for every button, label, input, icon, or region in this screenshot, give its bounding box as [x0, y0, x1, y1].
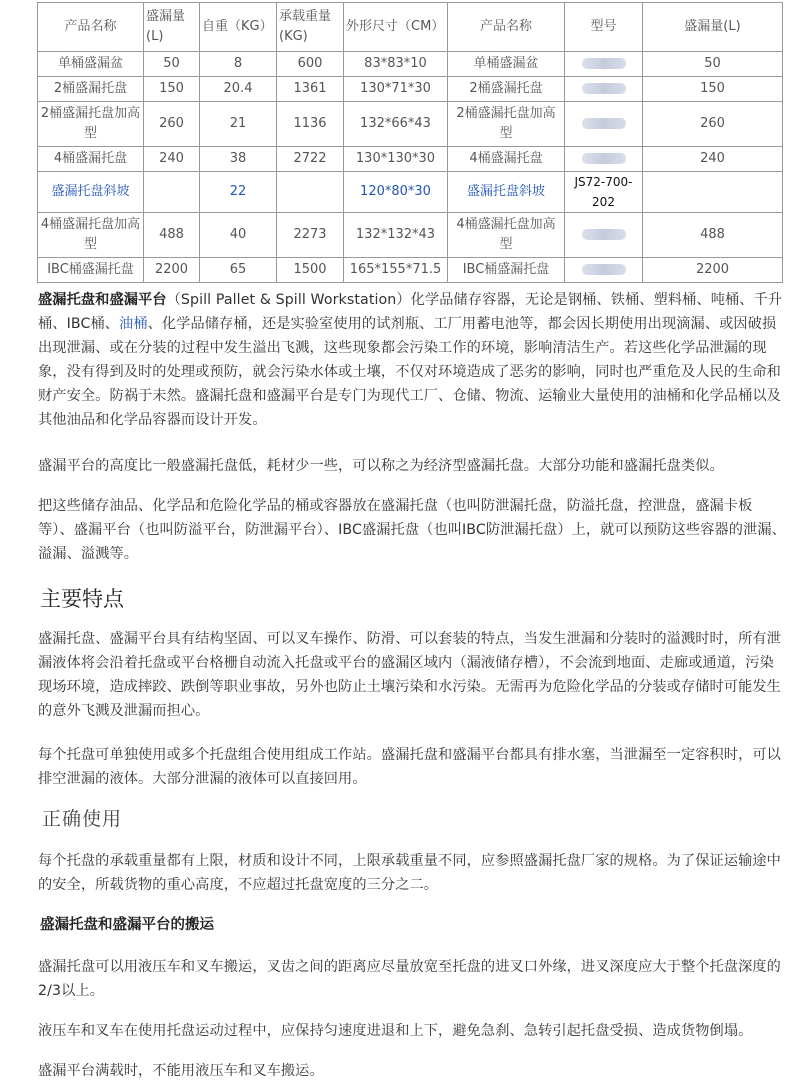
cell-weight: 40 — [200, 213, 277, 258]
cell-capacity2: 50 — [643, 52, 783, 77]
table-row — [38, 52, 783, 77]
cell-name2: 4桶盛漏托盘 — [448, 147, 565, 172]
transport-paragraph-3: 盛漏平台满载时，不能用液压车和叉车搬运。 — [38, 1063, 324, 1079]
cell-name: IBC桶盛漏托盘 — [38, 258, 144, 283]
table-row — [38, 172, 783, 213]
transport-paragraph-1: 盛漏托盘可以用液压车和叉车搬运，叉齿之间的距离应尽量放宽至托盘的进叉口外缘，进叉深度应大于整个托盘深度的2/3以上。 — [38, 959, 781, 999]
cell-name2: 4桶盛漏托盘加高型 — [448, 213, 565, 258]
cell-size: 130*130*30 — [344, 147, 448, 172]
cell-capacity: 2200 — [144, 258, 200, 283]
cell-capacity2 — [643, 172, 783, 213]
cell-capacity2: 260 — [643, 102, 783, 147]
cell-load: 1136 — [277, 102, 344, 147]
cell-weight: 20.4 — [200, 77, 277, 102]
cell-capacity: 260 — [144, 102, 200, 147]
header-cell: 产品名称 — [38, 3, 144, 52]
cell-model — [565, 147, 643, 172]
cell-size: 132*132*43 — [344, 213, 448, 258]
cell-model — [565, 213, 643, 258]
cell-size: 130*71*30 — [344, 77, 448, 102]
cell-weight: 38 — [200, 147, 277, 172]
cell-capacity2: 2200 — [643, 258, 783, 283]
table-row — [38, 147, 783, 172]
intro-paragraph — [38, 288, 788, 432]
header-cell: 盛漏量(L) — [144, 3, 200, 52]
table-row — [38, 213, 783, 258]
cell-capacity: 150 — [144, 77, 200, 102]
intro-bold-lead: 盛漏托盘和盛漏平台 — [38, 292, 167, 308]
cell-weight: 22 — [200, 172, 277, 213]
intro-text-a: （Spill Pallet & Spill Workstation）化学品储存容器，无论是钢桶、铁桶、塑料桶、吨桶、千升桶、IBC桶、 — [38, 292, 783, 332]
cell-model — [565, 52, 643, 77]
cell-size: 83*83*10 — [344, 52, 448, 77]
table-row — [38, 258, 783, 283]
cell-size: 132*66*43 — [344, 102, 448, 147]
cell-weight: 21 — [200, 102, 277, 147]
redacted-model — [582, 83, 626, 94]
storage-paragraph: 把这些储存油品、化学品和危险化学品的桶或容器放在盛漏托盘（也叫防泄漏托盘，防溢托盘，控泄盘，盛漏卡板等）、盛漏平台（也叫防溢平台，防泄漏平台）、IBC盛漏托盘（也叫IBC防泄漏托盘）上，就可以预防这些容器的泄漏、溢漏、溢溅等。 — [38, 498, 786, 562]
header-cell: 外形尺寸（CM） — [344, 3, 448, 52]
table-row — [38, 77, 783, 102]
intro-text-b: 、化学品储存桶，还是实验室使用的试剂瓶、工厂用蓄电池等，都会因长期使用出现滴漏、或因破损出现泄漏、或在分装的过程中发生溢出飞溅，这些现象都会污染工作的环境，影响清洁生产。若这些化学品泄漏的现象，没有得到及时的处理或预防，就会污染水体或土壤，不仅对环境造成了恶劣的影响，同时也严重危及人民的生命和财产安全。防祸于未然。盛漏托盘和盛漏平台是专门为现代工厂、仓储、物流、运输业大量使用的油桶和化学品桶以及其他油品和化学品容器而设计开发。 — [38, 316, 781, 428]
table-header-row — [38, 3, 783, 52]
transport-paragraph-2: 液压车和叉车在使用托盘运动过程中，应保持匀速度进退和上下，避免急刹、急转引起托盘受损、造成货物倒塌。 — [38, 1023, 753, 1039]
cell-name2: 单桶盛漏盆 — [448, 52, 565, 77]
header-cell: 盛漏量(L) — [643, 3, 783, 52]
cell-name2: 2桶盛漏托盘加高型 — [448, 102, 565, 147]
cell-load — [277, 172, 344, 213]
cell-load: 2273 — [277, 213, 344, 258]
cell-model — [565, 258, 643, 283]
cell-capacity — [144, 172, 200, 213]
header-cell: 承载重量(KG) — [277, 3, 344, 52]
cell-capacity2: 240 — [643, 147, 783, 172]
cell-capacity: 488 — [144, 213, 200, 258]
cell-name: 4桶盛漏托盘 — [38, 147, 144, 172]
cell-capacity: 50 — [144, 52, 200, 77]
header-cell: 产品名称 — [448, 3, 565, 52]
usage-heading: 正确使用 — [42, 808, 123, 830]
cell-name: 2桶盛漏托盘 — [38, 77, 144, 102]
cell-load: 2722 — [277, 147, 344, 172]
features-paragraph-1: 盛漏托盘、盛漏平台具有结构坚固、可以叉车操作、防滑、可以套装的特点，当发生泄漏和分装时的溢溅时时，所有泄漏液体将会沿着托盘或平台格栅自动流入托盘或平台的盛漏区域内（漏液储存槽），不会流到地面、走廊或通道，污染现场环境，造成摔跤、跌倒等职业事故，另外也防止土壤污染和水污染。无需再为危险化学品的分装或存储时可能发生的意外飞溅及泄漏而担心。 — [38, 631, 781, 719]
cell-name-link[interactable]: 盛漏托盘斜坡 — [38, 172, 144, 213]
cell-name: 2桶盛漏托盘加高型 — [38, 102, 144, 147]
usage-paragraph: 每个托盘的承载重量都有上限，材质和设计不同，上限承载重量不同，应参照盛漏托盘厂家的规格。为了保证运输途中的安全，所载货物的重心高度，不应超过托盘宽度的三分之二。 — [38, 853, 781, 893]
cell-capacity2: 488 — [643, 213, 783, 258]
redacted-model — [582, 229, 626, 240]
cell-capacity2: 150 — [643, 77, 783, 102]
cell-model — [565, 77, 643, 102]
redacted-model — [582, 264, 626, 275]
features-paragraph-2: 每个托盘可单独使用或多个托盘组合使用组成工作站。盛漏托盘和盛漏平台都具有排水塞，当泄漏至一定容积时，可以排空泄漏的液体。大部分泄漏的液体可以直接回用。 — [38, 747, 781, 787]
cell-name2: 2桶盛漏托盘 — [448, 77, 565, 102]
header-cell: 型号 — [565, 3, 643, 52]
cell-name2: IBC桶盛漏托盘 — [448, 258, 565, 283]
cell-name: 单桶盛漏盆 — [38, 52, 144, 77]
cell-model — [565, 102, 643, 147]
cell-size: 120*80*30 — [344, 172, 448, 213]
cell-weight: 8 — [200, 52, 277, 77]
oil-drum-link[interactable]: 油桶 — [119, 316, 148, 332]
redacted-model — [582, 118, 626, 129]
cell-name2-link[interactable]: 盛漏托盘斜坡 — [448, 172, 565, 213]
redacted-model — [582, 58, 626, 69]
cell-load: 1361 — [277, 77, 344, 102]
spec-table — [37, 2, 783, 283]
header-cell: 自重（KG） — [200, 3, 277, 52]
cell-name: 4桶盛漏托盘加高型 — [38, 213, 144, 258]
features-heading: 主要特点 — [40, 587, 124, 611]
cell-model: JS72-700-202 — [565, 172, 643, 213]
platform-paragraph: 盛漏平台的高度比一般盛漏托盘低，耗材少一些，可以称之为经济型盛漏托盘。大部分功能和盛漏托盘类似。 — [38, 458, 724, 474]
transport-heading: 盛漏托盘和盛漏平台的搬运 — [40, 917, 214, 933]
cell-size: 165*155*71.5 — [344, 258, 448, 283]
cell-weight: 65 — [200, 258, 277, 283]
table-row — [38, 102, 783, 147]
cell-capacity: 240 — [144, 147, 200, 172]
redacted-model — [582, 153, 626, 164]
cell-load: 1500 — [277, 258, 344, 283]
cell-load: 600 — [277, 52, 344, 77]
